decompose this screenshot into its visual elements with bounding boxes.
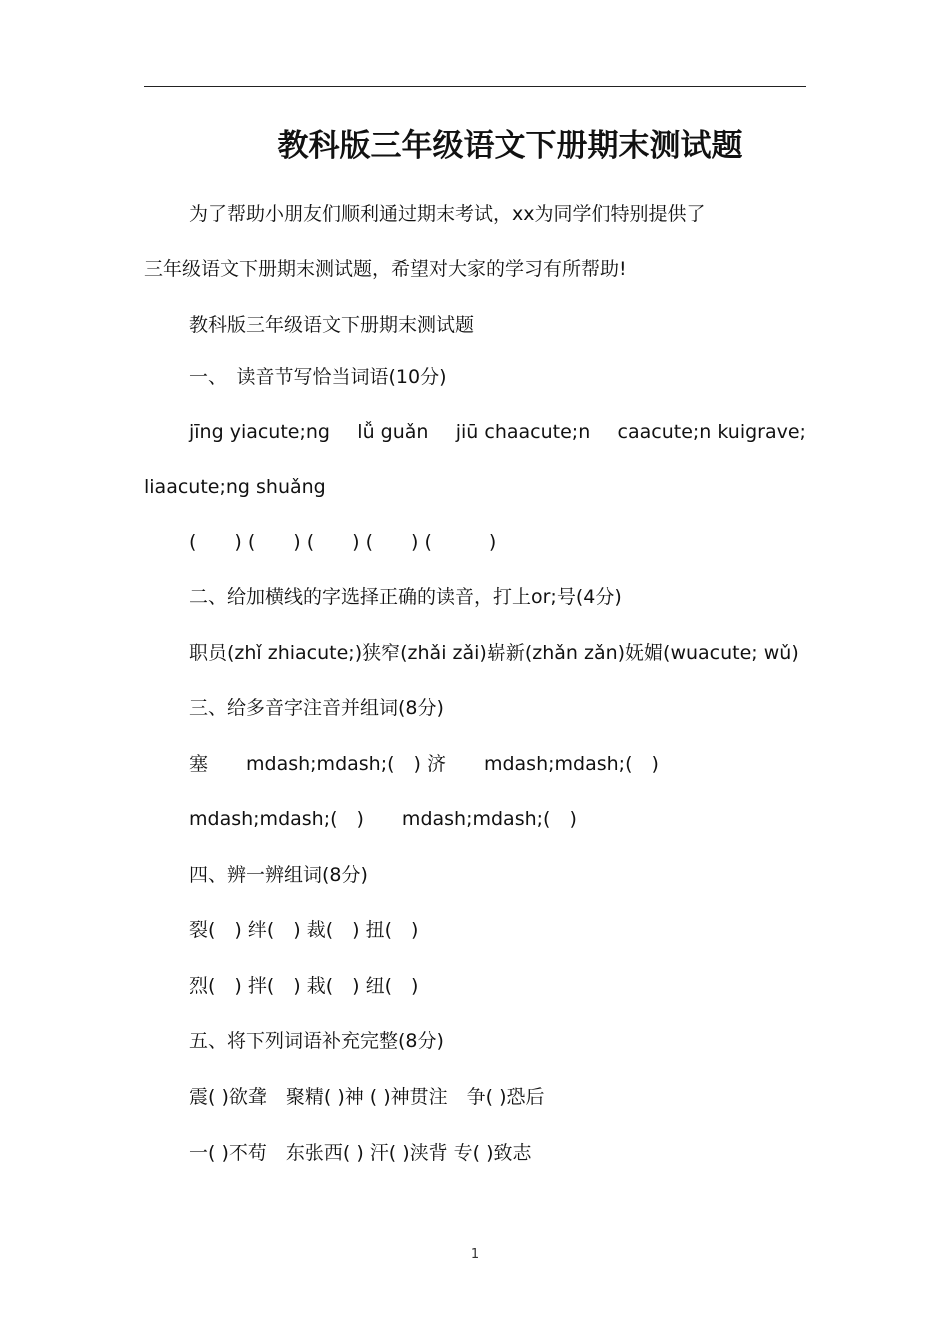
- section-5-line-2: 一( )不苟 东张西( ) 汗( )浃背 专( )致志: [189, 1142, 532, 1164]
- pinyin-item: lǚ guǎn: [357, 421, 429, 443]
- section-1-pinyin-wrap: liaacute;ng shuǎng: [144, 476, 326, 498]
- section-1-pinyin-row: [189, 417, 806, 447]
- section-1-blanks: ( ) ( ) ( ) ( ) ( ): [189, 531, 497, 553]
- pinyin-item: jiū chaacute;n: [455, 421, 591, 443]
- pinyin-item: jīng yiacute;ng: [189, 421, 330, 443]
- pinyin-item: caacute;n kuigrave;: [617, 421, 806, 443]
- section-4-heading: 四、辨一辨组词(8分): [189, 864, 368, 886]
- section-4-line-2: 烈( ) 拌( ) 栽( ) 纽( ): [189, 975, 419, 997]
- section-3-heading: 三、给多音字注音并组词(8分): [189, 697, 444, 719]
- section-3-line-2: mdash;mdash;( ) mdash;mdash;( ): [189, 808, 577, 830]
- intro-paragraph-line-1: 为了帮助小朋友们顺利通过期末考试，xx为同学们特别提供了: [189, 203, 706, 225]
- subtitle: 教科版三年级语文下册期末测试题: [189, 314, 475, 336]
- section-4-line-1: 裂( ) 绊( ) 裁( ) 扭( ): [189, 919, 419, 941]
- intro-paragraph-line-2: 三年级语文下册期末测试题，希望对大家的学习有所帮助!: [144, 258, 627, 280]
- section-2-items: 职员(zhǐ zhiacute;)狭窄(zhǎi zǎi)崭新(zhǎn zǎn)妩媚(wuacute; wǔ): [189, 642, 799, 664]
- section-1-heading: 一、 读音节写恰当词语(10分): [189, 366, 447, 388]
- section-3-line-1: 塞 mdash;mdash;( ) 济 mdash;mdash;( ): [189, 753, 659, 775]
- section-5-line-1: 震( )欲聋 聚精( )神 ( )神贯注 争( )恐后: [189, 1086, 545, 1108]
- page-number: 1: [470, 1247, 480, 1262]
- header-rule: [144, 86, 806, 87]
- section-5-heading: 五、将下列词语补充完整(8分): [189, 1030, 444, 1052]
- document-title: 教科版三年级语文下册期末测试题: [277, 128, 743, 164]
- section-2-heading: 二、给加横线的字选择正确的读音，打上or;号(4分): [189, 586, 622, 608]
